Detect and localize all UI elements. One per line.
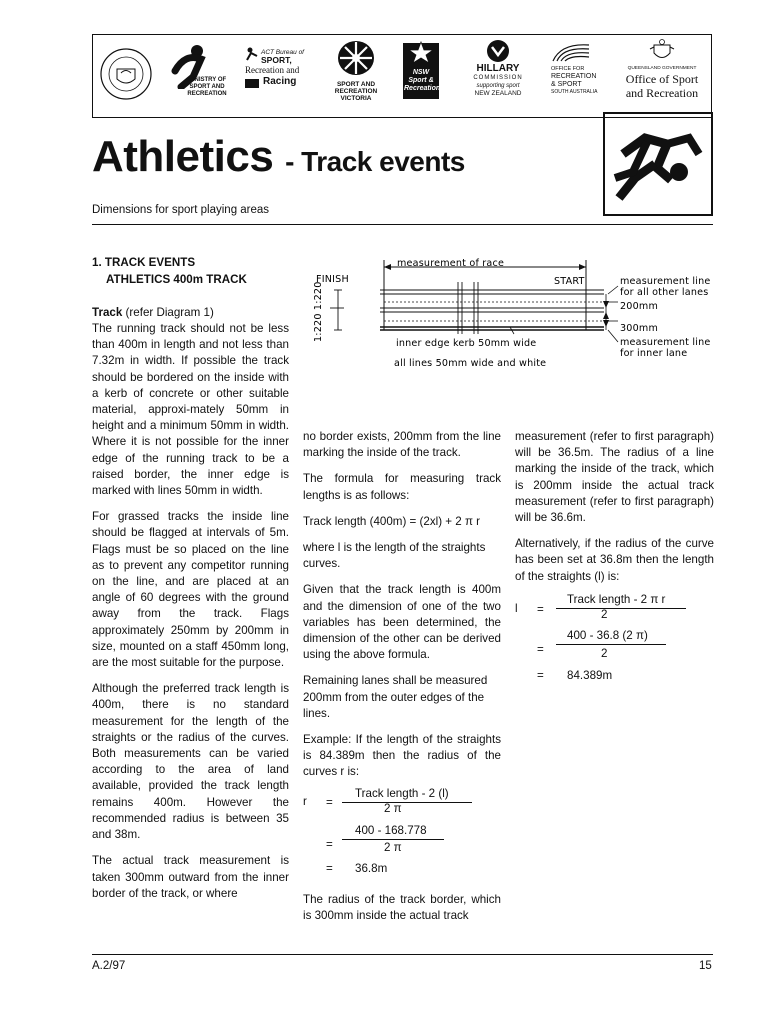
track-diagram-svg xyxy=(310,254,720,374)
column-1 xyxy=(92,321,289,912)
nsw-sport-logo: NSW Sport & Recreation xyxy=(397,35,443,117)
eq-denominator: 2 xyxy=(601,647,608,660)
page-caption: Dimensions for sport playing areas xyxy=(92,204,270,216)
wa-government-logo xyxy=(97,35,155,117)
col2-tail xyxy=(303,892,501,934)
qld-crest-icon xyxy=(649,39,675,63)
track-ref: (refer Diagram 1) xyxy=(125,306,214,319)
eq-equals: = xyxy=(537,603,544,616)
title-main: Athletics xyxy=(92,132,274,181)
col2-formula: Track length (400m) = (2xl) + 2 π r xyxy=(303,514,481,528)
track-label: Track xyxy=(92,306,123,319)
footer-code: A.2/97 xyxy=(92,960,126,972)
act-figure-icon xyxy=(245,47,259,61)
fraction-bar xyxy=(556,644,666,645)
eq-denominator: 2 xyxy=(601,608,608,621)
eq-numerator: 400 - 168.778 xyxy=(355,824,427,837)
col1-paragraph: For grassed tracks the inside line should be flagged at intervals of 5m. Flags must be so placed on the line as to prevent any competitor running on the line, and are placed at an angle of 60 degrees with the ground away from the track. Flags approximately 250mm by 200mm in size, mounted on a staff 450mm long, are the most suitable for the purpose. xyxy=(92,510,289,670)
eq-result: 36.8m xyxy=(355,862,388,875)
col2-paragraph: The radius of the track border, which is 300mm inside the actual track xyxy=(303,893,501,923)
diagram-300mm: 300mm xyxy=(620,323,659,334)
eq-r-label: r xyxy=(303,795,307,808)
column-3 xyxy=(515,429,714,595)
ministry-sport-logo: MINISTRY OF SPORT AND RECREATION xyxy=(159,35,233,117)
act-sport-logo: ACT Bureau of SPORT, Recreation and Racing xyxy=(245,49,304,87)
eq-equals: = xyxy=(537,669,544,682)
eq-denominator: 2 π xyxy=(384,802,402,815)
col2-paragraph: where l is the length of the straights curves. xyxy=(303,541,486,571)
col2-paragraph: no border exists, 200mm from the line marking the inside of the track. xyxy=(303,430,501,460)
eq-numerator: 400 - 36.8 (2 π) xyxy=(567,629,648,642)
title-subtitle: - Track events xyxy=(285,146,465,177)
col2-paragraph: Remaining lanes shall be measured 200mm from the outer edges of the lines. xyxy=(303,674,488,720)
header-divider xyxy=(92,224,713,225)
hillary-figure-icon xyxy=(484,39,512,63)
col1-paragraph: Although the preferred track length is 400m, there is no standard measurement for the length of the straights or the radius of the curves. Both measurements can be varied according to the area of land available, provided the track length remains 400m. However the recommended radius is between 35 and 38m. xyxy=(92,682,289,842)
col2-paragraph: Example: If the length of the straights is 84.389m then the radius of the curves r is: xyxy=(303,733,501,779)
wa-crest-icon xyxy=(99,47,153,101)
diagram-scale-label: 1:220 1:220 xyxy=(313,281,324,342)
runner-icon xyxy=(605,114,711,214)
fraction-bar xyxy=(342,839,444,840)
column-2 xyxy=(303,429,501,791)
page-title xyxy=(92,132,465,182)
sa-recreation-logo: OFFICE FOR RECREATION & SPORT SOUTH AUSTRALIA xyxy=(549,35,607,117)
eq-numerator: Track length - 2 π r xyxy=(567,593,666,606)
diagram-finish-label: FINISH xyxy=(316,274,349,285)
diagram-start-label: START xyxy=(554,276,585,287)
col2-paragraph: The formula for measuring track lengths is as follows: xyxy=(303,472,501,502)
eq-equals: = xyxy=(326,796,333,809)
eq-denominator: 2 π xyxy=(384,841,402,854)
diagram-measurement-of-race: measurement of race xyxy=(397,258,505,269)
eq-equals: = xyxy=(537,643,544,656)
eq-numerator: Track length - 2 (l) xyxy=(355,787,449,800)
footer-divider xyxy=(92,954,713,955)
diagram-measurement-line-inner: measurement line xyxy=(620,337,711,348)
victoria-sport-logo: SPORT AND RECREATION VICTORIA xyxy=(325,35,387,117)
fraction-bar xyxy=(556,608,686,609)
sponsor-logo-strip xyxy=(92,34,712,118)
diagram-inner-edge: inner edge kerb 50mm wide xyxy=(396,338,537,349)
diagram-200mm: 200mm xyxy=(620,301,659,312)
col1-paragraph: The actual track measurement is taken 300mm outward from the inner border of the track, or where xyxy=(92,854,289,900)
track-diagram xyxy=(310,254,720,374)
col3-paragraph: measurement (refer to first paragraph) will be 36.5m. The radius of a line marking the inside of the track, which is 200mm inside the actual track measurement (refer to first paragraph) will be 36.6m. xyxy=(515,430,714,525)
track-label-line xyxy=(92,305,289,321)
runner-pictogram xyxy=(603,112,713,216)
page-number: 15 xyxy=(699,960,712,972)
qld-sport-logo: QUEENSLAND GOVERNMENT Office of Sport and Recreation xyxy=(615,35,709,117)
eq-equals: = xyxy=(326,862,333,875)
eq-result: 84.389m xyxy=(567,669,613,682)
nsw-star-icon xyxy=(406,41,436,63)
col2-paragraph: Given that the track length is 400m and the dimension of one of the two variables has been determined, the dimension of the other can be derived using the above formula. xyxy=(303,583,501,662)
diagram-for-inner-lane: for inner lane xyxy=(620,348,688,359)
hillary-commission-logo: HILLARY COMMISSION supporting sport NEW ZEALAND xyxy=(465,35,531,117)
diagram-measurement-line-other: measurement line xyxy=(620,276,711,287)
section-heading: 1. TRACK EVENTS xyxy=(92,256,196,269)
eq-equals: = xyxy=(326,838,333,851)
fraction-bar xyxy=(342,802,472,803)
sa-lines-icon xyxy=(551,41,591,63)
victoria-emblem-icon xyxy=(336,39,376,77)
eq-l-label: l xyxy=(515,602,518,615)
diagram-for-all-other-lanes: for all other lanes xyxy=(620,287,709,298)
diagram-all-lines: all lines 50mm wide and white xyxy=(394,358,547,369)
section-subheading: ATHLETICS 400m TRACK xyxy=(106,273,247,286)
col3-paragraph: Alternatively, if the radius of the curve has been set at 36.8m then the length of the straights (l) is: xyxy=(515,537,714,583)
col1-paragraph: The running track should not be less than 400m in length and not less than 7.32m in width. If possible the track should be bordered on the inside with a kerb of concrete or other suitable material, approxi-mately 50mm in height and a minimum 50mm in width. Where it is not possible for the inner edge of the running track to be a raised border, the inner edge is marked with lines 50mm in width. xyxy=(92,322,289,498)
